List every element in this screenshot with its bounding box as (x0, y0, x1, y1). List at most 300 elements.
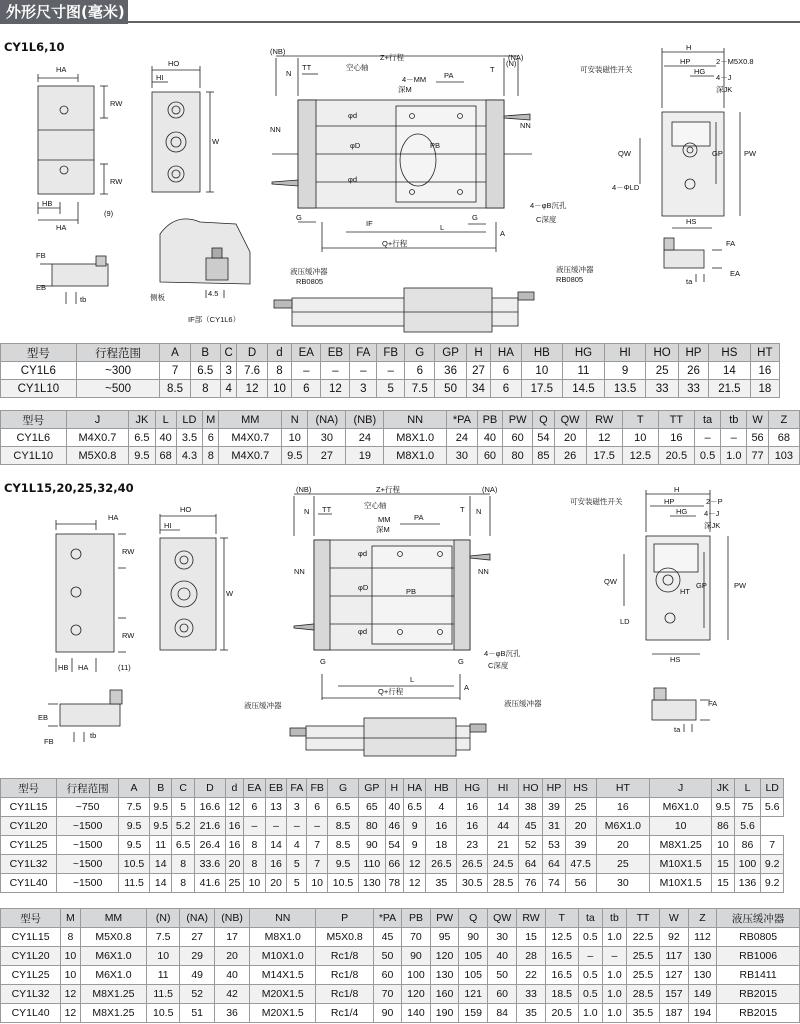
table4-value-cell: 25.5 (626, 947, 659, 966)
table4-model-cell: CY1L25 (1, 966, 61, 985)
table3-value-cell: 45 (519, 817, 543, 836)
table4-value-cell: 130 (688, 947, 717, 966)
table3-header-cell: B (149, 779, 171, 798)
s1-hp-label: HP (680, 57, 691, 66)
table4-header-cell: *PA (373, 909, 401, 928)
table4-value-cell: RB2015 (717, 1004, 800, 1023)
section1-label: CY1L6,10 (4, 40, 65, 54)
table3-value-cell: 6.5 (172, 836, 194, 855)
table3-header-cell: HB (426, 779, 457, 798)
table4-header-cell: 液压缓冲器 (717, 909, 800, 928)
table2-value-cell: 17.5 (586, 447, 622, 465)
table2-value-cell: 10 (282, 429, 308, 447)
table3-value-cell: 30 (596, 874, 650, 893)
table3-header-cell: A (119, 779, 150, 798)
s2-nn-right-label: NN (478, 567, 489, 576)
table1-value-cell: 8 (190, 380, 220, 398)
table4-value-cell: 160 (430, 985, 459, 1004)
table1-header-cell: B (190, 344, 220, 362)
table3-header-cell: HG (457, 779, 488, 798)
table4-value-cell: M10X1.0 (250, 947, 316, 966)
table4-value-cell: 105 (459, 947, 488, 966)
table3-value-cell: – (265, 817, 287, 836)
s2-ha-top-label: HA (108, 513, 119, 522)
table3-value-cell: 8.5 (328, 817, 359, 836)
s2-depth-m-label: 深M (376, 525, 390, 534)
table4-value-cell: 20 (215, 947, 250, 966)
table3-value-cell: 4 (426, 798, 457, 817)
table4-value-cell: 22 (517, 966, 545, 985)
table3-header-cell: HP (543, 779, 565, 798)
table2-value-cell: 24 (346, 429, 384, 447)
s1-hb-label: HB (42, 199, 53, 208)
table2-value-cell: – (694, 429, 720, 447)
table4-value-cell: 1.0 (602, 928, 626, 947)
s2-nb-label: (NB) (296, 485, 312, 494)
table2-value-cell: 20 (554, 429, 586, 447)
table2-header-cell: JK (129, 411, 155, 429)
table2-value-cell: 12.5 (622, 447, 658, 465)
table3-header-cell: L (734, 779, 761, 798)
table1-row (1, 380, 780, 398)
s1-n-left-label: N (286, 69, 292, 78)
table2-header-cell: J (66, 411, 129, 429)
table4-value-cell: 12 (61, 985, 81, 1004)
table3-value-cell: 14 (488, 798, 519, 817)
table4-value-cell: 52 (180, 985, 215, 1004)
table3-value-cell: 25 (596, 855, 650, 874)
table1-value-cell: 33 (678, 380, 708, 398)
table3-value-cell: 6 (244, 798, 266, 817)
table4-value-cell: 0.5 (578, 928, 602, 947)
table4-value-cell: 51 (180, 1004, 215, 1023)
table4-value-cell: 25.5 (626, 966, 659, 985)
table3-value-cell: 14 (149, 855, 171, 874)
table4-value-cell: 22.5 (626, 928, 659, 947)
table3-value-cell: 20 (265, 874, 287, 893)
s2-buffer-right-label: 液压缓冲器 (504, 699, 542, 708)
table3-value-cell: 8 (172, 874, 194, 893)
table3-row (1, 874, 784, 893)
s1-ho-label: HO (168, 59, 180, 68)
table1-header-cell: HT (750, 344, 779, 362)
table4-header-row (1, 909, 800, 928)
table4 (0, 908, 800, 1023)
s1-t-label: T (490, 65, 495, 74)
table3-value-cell: 20 (596, 836, 650, 855)
table2-value-cell: 3.5 (176, 429, 202, 447)
s1-g-left-label: G (296, 213, 302, 222)
table3-value-cell: 11.5 (119, 874, 150, 893)
table4-value-cell: 92 (660, 928, 689, 947)
table2-header-cell: (NA) (308, 411, 346, 429)
table3-header-cell: d (225, 779, 243, 798)
table4-value-cell: 60 (373, 966, 401, 985)
table3-value-cell: 16 (426, 817, 457, 836)
s2-hb-label: HB (58, 663, 69, 672)
s1-tb-label: tb (80, 295, 87, 304)
table3-value-cell: 12 (403, 855, 425, 874)
s1-fa-label: FA (726, 239, 736, 248)
s1-if-label: IF (366, 219, 373, 228)
s2-j-label: 4－J (704, 509, 720, 518)
table3-header-cell: FB (307, 779, 328, 798)
table2-value-cell: 77 (747, 447, 768, 465)
table1-header-cell: HA (491, 344, 521, 362)
table3-header-cell: G (328, 779, 359, 798)
table4-value-cell: 90 (373, 1004, 401, 1023)
table2-value-cell: 85 (533, 447, 554, 465)
table4-value-cell: 50 (373, 947, 401, 966)
table1-value-cell: 7.6 (237, 362, 267, 380)
table3-value-cell: 9.5 (149, 817, 171, 836)
table3-header-cell: EA (244, 779, 266, 798)
table4-header-cell: ta (578, 909, 602, 928)
table3-value-cell: 136 (734, 874, 761, 893)
table3-value-cell: 35 (426, 874, 457, 893)
s1-fa-ea-detail (664, 238, 740, 286)
table4-value-cell: 20.5 (545, 1004, 578, 1023)
s2-hi-label: HI (164, 521, 172, 530)
table3-value-cell: 5.6 (761, 798, 784, 817)
table1-value-cell: 4 (220, 380, 237, 398)
table3-value-cell: 5.6 (734, 817, 761, 836)
table1-header-cell: HG (563, 344, 605, 362)
table4-value-cell: 28 (517, 947, 545, 966)
s2-hp-label: HP (664, 497, 675, 506)
table2-value-cell: M4X0.7 (219, 429, 282, 447)
table4-header-cell: Q (459, 909, 488, 928)
table3-model-cell: CY1L15 (1, 798, 57, 817)
table4-value-cell: 159 (459, 1004, 488, 1023)
table3-value-cell: 26.5 (457, 855, 488, 874)
s2-jk-label: 深JK (704, 521, 721, 530)
table2-value-cell: 0.5 (694, 447, 720, 465)
table4-header-cell: (NB) (215, 909, 250, 928)
table4-value-cell: 149 (688, 985, 717, 1004)
table1-header-cell: 行程范围 (76, 344, 160, 362)
table2-header-cell: W (747, 411, 768, 429)
s1-ha-label: HA (56, 65, 67, 74)
table4-value-cell: M20X1.5 (250, 985, 316, 1004)
table3-value-cell: 65 (358, 798, 385, 817)
table4-value-cell: 7.5 (147, 928, 180, 947)
table3-value-cell: 5.2 (172, 817, 194, 836)
table4-value-cell: 190 (430, 1004, 459, 1023)
table3 (0, 778, 784, 893)
table1-value-cell: 33 (646, 380, 678, 398)
s1-c-depth-label: C深度 (536, 215, 557, 224)
table2-header-cell: L (155, 411, 176, 429)
table3-value-cell: 14 (265, 836, 287, 855)
table3-header-cell: C (172, 779, 194, 798)
table2-value-cell: 26 (554, 447, 586, 465)
table3-value-cell: M6X1.0 (596, 817, 650, 836)
table3-value-cell: ~1500 (57, 874, 119, 893)
table4-value-cell: Rc1/8 (316, 985, 373, 1004)
table1-header-cell: FB (377, 344, 405, 362)
table2-value-cell: 27 (308, 447, 346, 465)
table4-value-cell: 10.5 (147, 1004, 180, 1023)
table1-header-cell: 型号 (1, 344, 77, 362)
table4-row (1, 928, 800, 947)
s2-right-view (570, 485, 747, 664)
table3-value-cell: 12 (403, 874, 425, 893)
s2-phi-d-top-label: φd (358, 549, 368, 558)
table2-value-cell: M8X1.0 (384, 447, 447, 465)
table2-header-cell: Z (768, 411, 799, 429)
table2-value-cell: 10 (622, 429, 658, 447)
table1-header-cell: HO (646, 344, 678, 362)
table3-value-cell: 7 (761, 836, 784, 855)
table1-value-cell: 10 (521, 362, 563, 380)
s2-tb-label: tb (90, 731, 97, 740)
s2-nn-left-label: NN (294, 567, 305, 576)
table2-value-cell: 8 (203, 447, 219, 465)
table1-value-cell: 9 (604, 362, 646, 380)
s1-pw-label: PW (744, 149, 757, 158)
table4-value-cell: 1.0 (602, 1004, 626, 1023)
table4-value-cell: 70 (373, 985, 401, 1004)
table1-value-cell: 25 (646, 362, 678, 380)
table1-value-cell: 7 (160, 362, 190, 380)
table3-value-cell: 12 (225, 798, 243, 817)
table1-header-cell: H (466, 344, 491, 362)
table1-header-cell: A (160, 344, 190, 362)
table1-value-cell: 12 (321, 380, 350, 398)
table4-value-cell: – (578, 947, 602, 966)
s1-a-label: A (500, 229, 506, 238)
table3-header-cell: FA (287, 779, 307, 798)
table4-value-cell: 10 (61, 966, 81, 985)
s1-ta-label: ta (686, 277, 693, 286)
table4-value-cell: 130 (688, 966, 717, 985)
s2-g-right-label: G (458, 657, 464, 666)
table3-value-cell: 10.5 (119, 855, 150, 874)
table4-value-cell: 112 (688, 928, 717, 947)
table4-header-cell: tb (602, 909, 626, 928)
table3-value-cell: 10 (307, 874, 328, 893)
s2-hs-label: HS (670, 655, 681, 664)
table1-value-cell: 17.5 (521, 380, 563, 398)
table2-header-cell: tb (721, 411, 747, 429)
table3-value-cell: M10X1.5 (650, 855, 712, 874)
s1-pa-label: PA (444, 71, 454, 80)
table3-header-cell: GP (358, 779, 385, 798)
table3-row (1, 817, 784, 836)
table4-value-cell: 1.0 (578, 1004, 602, 1023)
table4-header-cell: (N) (147, 909, 180, 928)
table2-value-cell: 24 (447, 429, 478, 447)
table3-value-cell: 18 (426, 836, 457, 855)
table4-header-cell: 型号 (1, 909, 61, 928)
table1-value-cell: 50 (435, 380, 466, 398)
table2-value-cell: 1.0 (721, 447, 747, 465)
table2-header-cell: NN (384, 411, 447, 429)
s1-depth-m-label: 深M (398, 85, 412, 94)
table3-value-cell: 39 (565, 836, 596, 855)
table4-header-cell: TT (626, 909, 659, 928)
s1-eb-label: EB (36, 283, 47, 292)
table4-value-cell: RB1411 (717, 966, 800, 985)
s1-if-caption: IF部（CY1L6） (188, 315, 241, 324)
table3-value-cell: 9 (403, 817, 425, 836)
table1-header-cell: GP (435, 344, 466, 362)
table3-value-cell: 9.2 (761, 874, 784, 893)
table3-value-cell: – (244, 817, 266, 836)
s1-ea-label: EA (730, 269, 741, 278)
table4-value-cell: 35 (517, 1004, 545, 1023)
table1-header-cell: HI (604, 344, 646, 362)
s2-h-label: H (674, 485, 680, 494)
s1-qw-label: QW (618, 149, 631, 158)
table3-value-cell: 16 (596, 798, 650, 817)
table4-model-cell: CY1L20 (1, 947, 61, 966)
table4-value-cell: M6X1.0 (80, 947, 146, 966)
table3-header-cell: 行程范围 (57, 779, 119, 798)
table3-value-cell: 7.5 (119, 798, 150, 817)
table3-value-cell: 86 (712, 817, 734, 836)
table3-value-cell: 38 (519, 798, 543, 817)
table2-header-cell: N (282, 411, 308, 429)
s1-phi-D-label: φD (350, 141, 361, 150)
table1-value-cell: ~300 (76, 362, 160, 380)
s1-l-label: L (440, 223, 445, 232)
table3-row (1, 855, 784, 874)
table3-value-cell: 110 (358, 855, 385, 874)
s1-buffer-left-model: RB0805 (296, 277, 324, 286)
table3-value-cell: ~1500 (57, 836, 119, 855)
s1-hs-label: HS (686, 217, 697, 226)
table4-value-cell: 60 (487, 985, 516, 1004)
s2-pw-label: PW (734, 581, 747, 590)
table3-value-cell: 9.5 (328, 855, 359, 874)
table3-header-cell: HI (488, 779, 519, 798)
s2-switch-label: 可安装磁性开关 (570, 497, 623, 506)
table3-value-cell: 5 (287, 855, 307, 874)
s1-nn-right-label: NN (520, 121, 531, 130)
s2-l-label: L (410, 675, 415, 684)
s1-buffer-left-label: 液压缓冲器 (290, 267, 328, 276)
table1-value-cell: 26 (678, 362, 708, 380)
table3-header-cell: H (385, 779, 403, 798)
page-title: 外形尺寸图(毫米) (0, 0, 128, 24)
table2-row (1, 447, 800, 465)
table1-value-cell: 16 (750, 362, 779, 380)
table4-model-cell: CY1L15 (1, 928, 61, 947)
table3-value-cell: 9.5 (119, 836, 150, 855)
table2-value-cell: – (721, 429, 747, 447)
table2-value-cell: 68 (768, 429, 799, 447)
table3-value-cell: 10.5 (328, 874, 359, 893)
table2-value-cell: 9.5 (129, 447, 155, 465)
s2-na-label: (NA) (482, 485, 498, 494)
table1-row (1, 362, 780, 380)
s2-z-label: Z+行程 (376, 485, 400, 494)
table3-value-cell: 86 (734, 836, 761, 855)
table1-value-cell: 7.5 (405, 380, 435, 398)
table3-value-cell: 64 (543, 855, 565, 874)
s1-rw-top-label: RW (110, 99, 123, 108)
table3-value-cell: 33.6 (194, 855, 225, 874)
s1-ha-bottom-label: HA (56, 223, 67, 232)
table1-value-cell: 13.5 (604, 380, 646, 398)
s2-phi-D-label: φD (358, 583, 369, 592)
table2-header-cell: 型号 (1, 411, 67, 429)
s2-paren11-label: (11) (118, 663, 131, 672)
table3-header-cell: HO (519, 779, 543, 798)
table2-value-cell: 60 (477, 447, 502, 465)
table4-header-cell: QW (487, 909, 516, 928)
table4-header-cell: PB (402, 909, 431, 928)
table3-value-cell: 40 (385, 798, 403, 817)
table1-model-cell: CY1L10 (1, 380, 77, 398)
table3-row (1, 836, 784, 855)
table4-value-cell: 70 (402, 928, 431, 947)
s2-buffer-left-label: 液压缓冲器 (244, 701, 282, 710)
table3-value-cell: 26.5 (426, 855, 457, 874)
table4-value-cell: RB1006 (717, 947, 800, 966)
s1-end-view (152, 59, 220, 192)
table1-header-cell: HP (678, 344, 708, 362)
table3-value-cell: 44 (488, 817, 519, 836)
table4-value-cell: Rc1/4 (316, 1004, 373, 1023)
s2-counterbore-label: 4－φB沉孔 (484, 649, 521, 658)
table3-value-cell: 16.6 (194, 798, 225, 817)
table2-value-cell: 6 (203, 429, 219, 447)
table1-value-cell: 18 (750, 380, 779, 398)
table3-header-cell: EB (265, 779, 287, 798)
table2-header-cell: PB (477, 411, 502, 429)
table2-value-cell: M8X1.0 (384, 429, 447, 447)
s2-side-view (56, 513, 135, 672)
table3-value-cell: 23 (457, 836, 488, 855)
table3-value-cell: 20 (225, 855, 243, 874)
s2-pb-label: PB (406, 587, 417, 596)
s1-side-body (38, 86, 94, 194)
table3-value-cell: 14 (149, 874, 171, 893)
table3-value-cell: 25 (225, 874, 243, 893)
s1-if-dim-label: 4.5 (208, 289, 219, 298)
table2-value-cell: 80 (503, 447, 533, 465)
table3-header-cell: 型号 (1, 779, 57, 798)
s1-n-right-label: (N) (506, 59, 517, 68)
s2-n-right-label: N (476, 507, 482, 516)
table1-value-cell: 10 (267, 380, 292, 398)
s1-counterbore-label: 4－φB沉孔 (530, 201, 567, 210)
s1-z-label: Z+行程 (380, 53, 404, 62)
table4-value-cell: 8 (61, 928, 81, 947)
table4-header-cell: NN (250, 909, 316, 928)
table4-value-cell: 28.5 (626, 985, 659, 1004)
s2-n-left-label: N (304, 507, 310, 516)
s2-a-label: A (464, 683, 470, 692)
table2-header-cell: TT (658, 411, 694, 429)
table3-model-cell: CY1L25 (1, 836, 57, 855)
table1-header-cell: EA (292, 344, 321, 362)
table3-value-cell: 9.5 (149, 798, 171, 817)
table3-value-cell: 76 (519, 874, 543, 893)
table3-value-cell: 41.6 (194, 874, 225, 893)
table4-value-cell: 35.5 (626, 1004, 659, 1023)
table4-value-cell: 0.5 (578, 985, 602, 1004)
table4-model-cell: CY1L32 (1, 985, 61, 1004)
s2-fa-detail (652, 688, 717, 734)
table3-value-cell: 66 (385, 855, 403, 874)
table4-header-cell: Z (688, 909, 717, 928)
s2-buffer-strip (244, 698, 542, 756)
table4-header-cell: PW (430, 909, 459, 928)
